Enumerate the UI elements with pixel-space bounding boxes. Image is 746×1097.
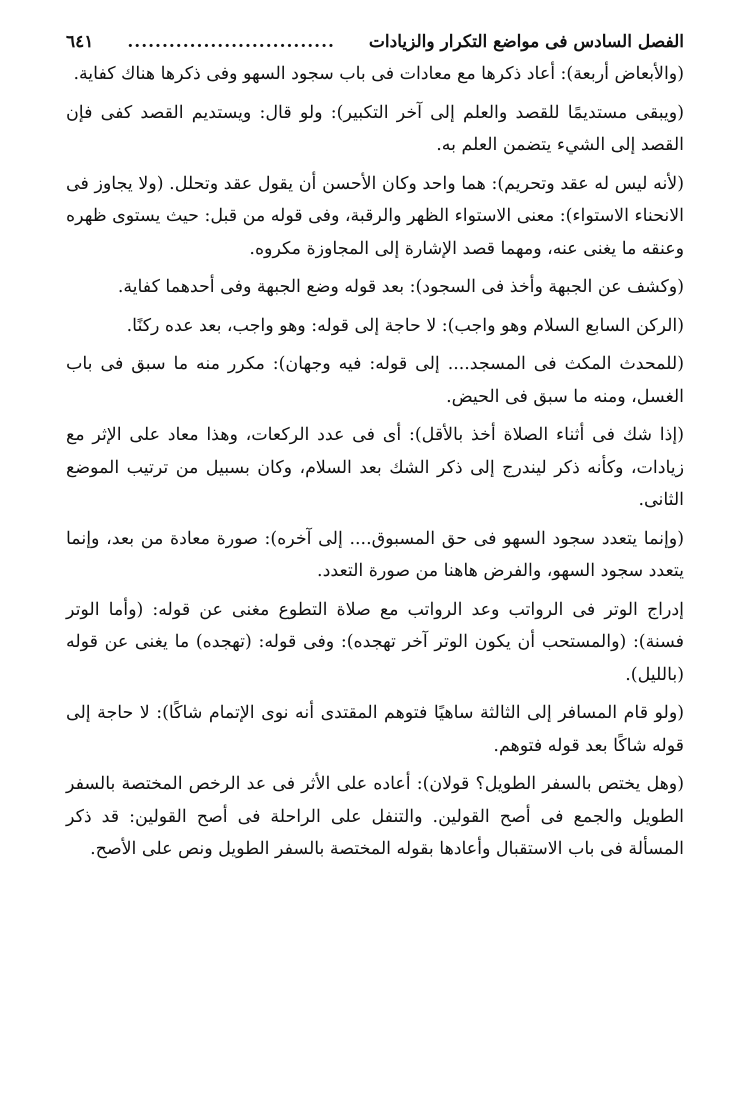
page-number: ٦٤١ — [66, 32, 94, 52]
paragraph: (والأبعاض أربعة): أعاد ذكرها مع معادات فى باب سجود السهو وفى ذكرها هناك كفاية. — [73, 64, 684, 84]
paragraph: (وإنما يتعدد سجود السهو فى حق المسبوق.... إلى آخره): صورة معادة من بعد، وإنما يتعدد سجود السهو، والفرض هاهنا من صورة التعدد. — [66, 528, 684, 581]
paragraph: (ويبقى مستديمًا للقصد والعلم إلى آخر التكبير): ولو قال: ويستديم القصد كفى فإن القصد إلى الشيء يتضمن العلم به. — [66, 102, 684, 155]
header-leader-dots: .............................. — [127, 32, 335, 52]
paragraph: (إذا شك فى أثناء الصلاة أخذ بالأقل): أى فى عدد الركعات، وهذا معاد على الإثر مع زيادات، وكأنه ذكر ليندرج إلى ذكر الشك بعد السلام، وكان بسبيل من ترتيب الموضع الثانى. — [66, 425, 684, 510]
paragraph: (الركن السابع السلام وهو واجب): لا حاجة إلى قوله: وهو واجب، بعد عده ركنًا. — [126, 315, 684, 336]
book-page — [66, 30, 684, 872]
paragraph: (وهل يختص بالسفر الطويل؟ قولان): أعاده على الأثر فى عد الرخص المختصة بالسفر الطويل والجمع فى أصح القولين. والتنفل على الراحلة فى أصح القولين: قد ذكر المسألة فى باب الاستقبال وأعادها بقوله المختصة بالسفر الطويل ونص على الأصح. — [66, 774, 684, 859]
running-header — [66, 30, 684, 54]
page-body — [66, 58, 684, 866]
chapter-title: الفصل السادس فى مواضع التكرار والزيادات — [368, 32, 684, 52]
paragraph: (للمحدث المكث فى المسجد.... إلى قوله: فيه وجهان): مكرر منه ما سبق فى باب الغسل، ومنه ما سبق فى الحيض. — [66, 354, 684, 407]
paragraph: (وكشف عن الجبهة وأخذ فى السجود): بعد قوله وضع الجبهة وفى أحدهما كفاية. — [117, 277, 684, 297]
paragraph: (ولو قام المسافر إلى الثالثة ساهيًا فتوهم المقتدى أنه نوى الإتمام شاكًا): لا حاجة إلى قوله شاكًا بعد قوله فتوهم. — [66, 703, 684, 756]
paragraph: إدراج الوتر فى الرواتب وعد الرواتب مع صلاة التطوع مغنى عن قوله: (وأما الوتر فسنة): (والمستحب أن يكون الوتر آخر تهجده): وفى قوله: (تهجده) ما يغنى عن قوله (بالليل). — [66, 599, 684, 685]
paragraph: (لأنه ليس له عقد وتحريم): هما واحد وكان الأحسن أن يقول عقد وتحلل. (ولا يجاوز فى الانحناء الاستواء): معنى الاستواء الظهر والرقبة، وفى قوله من قبل: حيث يستوى ظهره وعنقه ما يغنى عنه، ومهما قصد الإشارة إلى المجاوزة مكروه. — [66, 173, 684, 259]
